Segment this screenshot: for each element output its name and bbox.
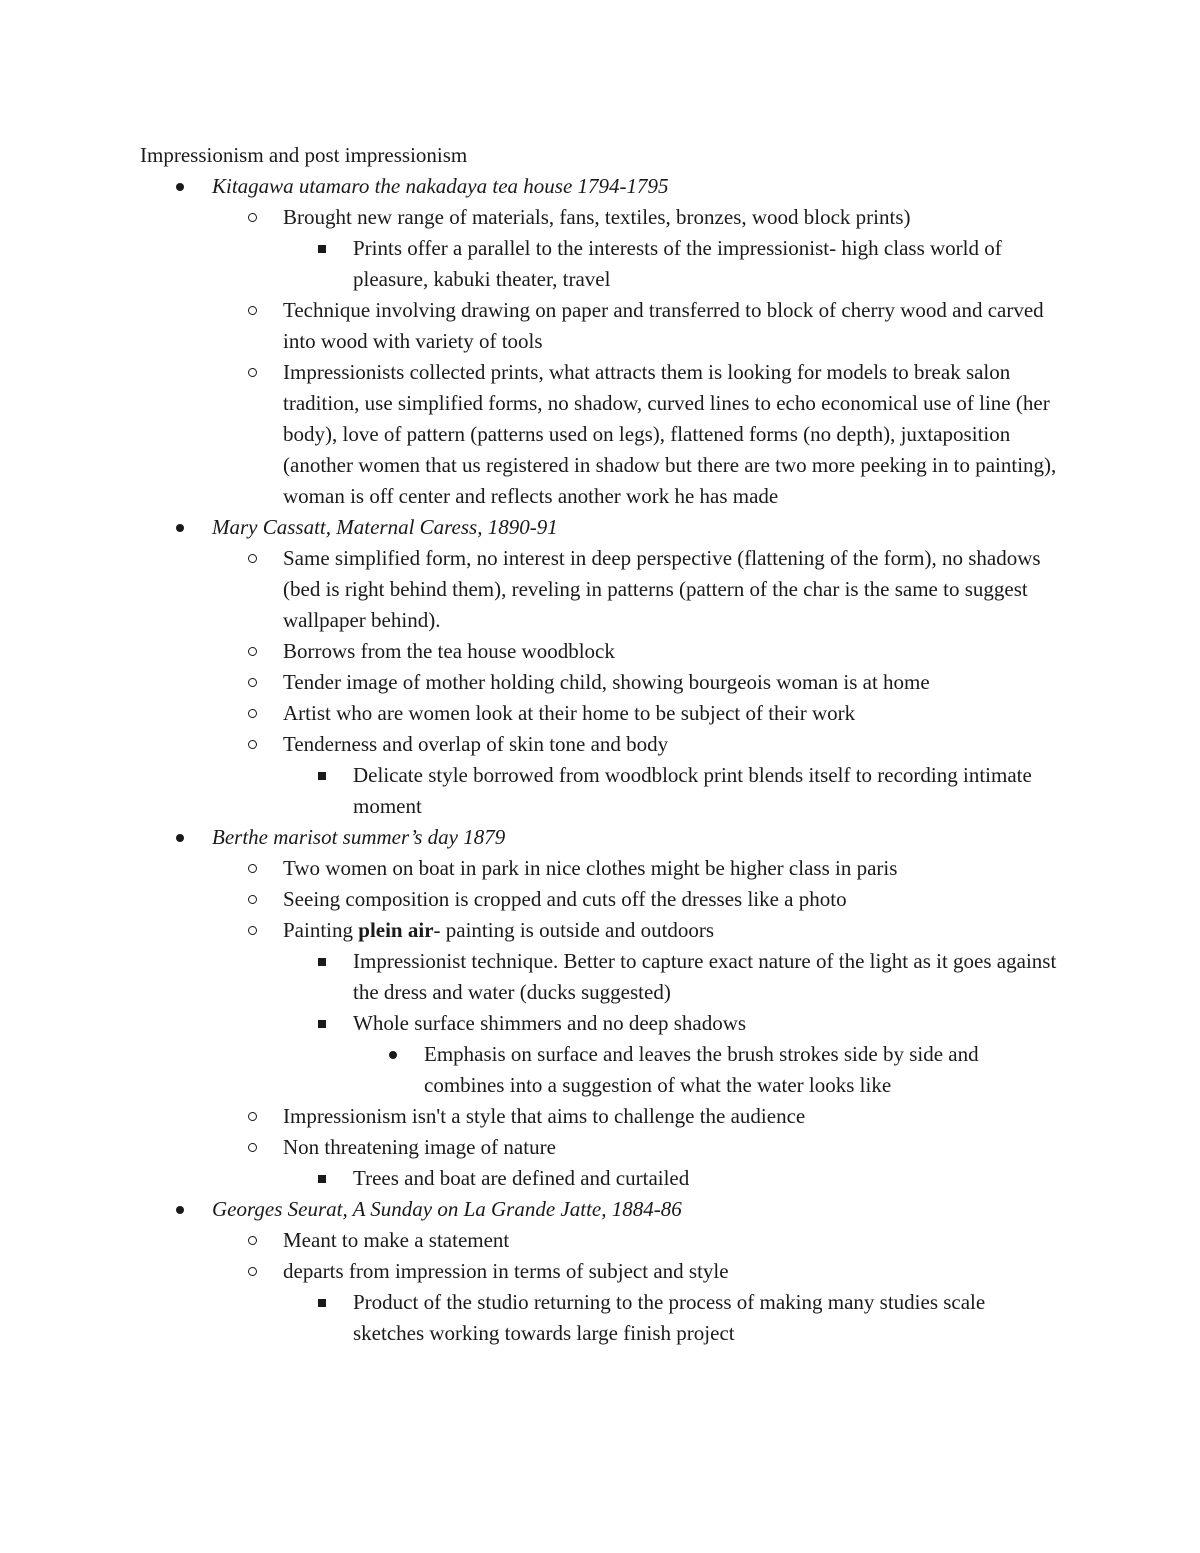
list-item	[140, 1039, 1060, 1101]
note-text: Impressionist technique. Better to capture exact nature of the light as it goes against the dress and water (ducks suggested)	[353, 949, 1057, 1004]
list-item	[140, 1163, 1060, 1194]
section-heading-cassatt: Mary Cassatt, Maternal Caress, 1890-91	[212, 515, 558, 539]
circle-bullet-icon	[242, 295, 262, 326]
list-item	[140, 760, 1060, 822]
circle-bullet-icon	[242, 1225, 262, 1256]
circle-bullet-icon	[242, 202, 262, 233]
note-text: Whole surface shimmers and no deep shadows	[353, 1011, 747, 1035]
note-text: Borrows from the tea house woodblock	[283, 639, 615, 663]
note-text-suffix: - painting is outside and outdoors	[433, 918, 715, 942]
list-item	[140, 1194, 1060, 1225]
circle-bullet-icon	[242, 357, 262, 388]
page-title: Impressionism and post impressionism	[140, 143, 468, 167]
circle-bullet-icon	[242, 1101, 262, 1132]
note-text-plein-air	[283, 915, 1060, 946]
circle-bullet-icon	[242, 853, 262, 884]
circle-bullet-icon	[242, 636, 262, 667]
disc-bullet-icon	[170, 171, 190, 202]
circle-bullet-icon	[242, 1256, 262, 1287]
list-item	[140, 822, 1060, 853]
square-bullet-icon	[312, 1163, 332, 1194]
disc-bullet-icon	[170, 1194, 190, 1225]
note-text: Same simplified form, no interest in deep perspective (flattening of the form), no shadows (bed is right behind them), reveling in patterns (pattern of the char is the same to suggest wallpaper behind).	[283, 546, 1041, 632]
list-item	[140, 543, 1060, 636]
list-item	[140, 853, 1060, 884]
list-item	[140, 1225, 1060, 1256]
note-text: departs from impression in terms of subject and style	[283, 1259, 729, 1283]
note-text: Product of the studio returning to the process of making many studies scale sketches working towards large finish project	[353, 1290, 986, 1345]
square-bullet-icon	[312, 946, 332, 977]
section-heading-seurat: Georges Seurat, A Sunday on La Grande Jatte, 1884-86	[212, 1197, 682, 1221]
list-item	[140, 946, 1060, 1008]
circle-bullet-icon	[242, 884, 262, 915]
list-item	[140, 915, 1060, 946]
note-text: Prints offer a parallel to the interests of the impressionist- high class world of pleasure, kabuki theater, travel	[353, 236, 1002, 291]
note-text: Tenderness and overlap of skin tone and body	[283, 732, 669, 756]
note-text: Delicate style borrowed from woodblock print blends itself to recording intimate moment	[353, 763, 1032, 818]
square-bullet-icon	[312, 1287, 332, 1318]
list-item	[140, 1256, 1060, 1287]
list-item	[140, 729, 1060, 760]
list-item	[140, 1101, 1060, 1132]
list-item	[140, 357, 1060, 512]
list-item	[140, 884, 1060, 915]
list-item	[140, 295, 1060, 357]
note-text: Impressionism isn't a style that aims to challenge the audience	[283, 1104, 806, 1128]
circle-bullet-icon	[242, 543, 262, 574]
bold-term: plein air	[358, 918, 434, 942]
square-bullet-icon	[312, 760, 332, 791]
list-item	[140, 636, 1060, 667]
disc-bullet-icon	[170, 822, 190, 853]
notes-list	[140, 171, 1060, 1349]
circle-bullet-icon	[242, 1132, 262, 1163]
list-item	[140, 233, 1060, 295]
note-text: Technique involving drawing on paper and transferred to block of cherry wood and carved into wood with variety of tools	[283, 298, 1044, 353]
circle-bullet-icon	[242, 667, 262, 698]
section-heading-utamaro: Kitagawa utamaro the nakadaya tea house 1794-1795	[212, 174, 669, 198]
list-item	[140, 171, 1060, 202]
note-text: Brought new range of materials, fans, textiles, bronzes, wood block prints)	[283, 205, 911, 229]
note-text: Seeing composition is cropped and cuts off the dresses like a photo	[283, 887, 847, 911]
circle-bullet-icon	[242, 915, 262, 946]
note-text: Artist who are women look at their home to be subject of their work	[283, 701, 856, 725]
note-text: Tender image of mother holding child, showing bourgeois woman is at home	[283, 670, 930, 694]
disc-bullet-icon	[383, 1039, 403, 1070]
note-text: Meant to make a statement	[283, 1228, 510, 1252]
note-text: Impressionists collected prints, what attracts them is looking for models to break salon tradition, use simplified forms, no shadow, curved lines to echo economical use of line (her body), love of pattern (patterns used on legs), flattened forms (no depth), juxtaposition (another women that us registered in shadow but there are two more peeking in to painting), woman is off center and reflects another work he has made	[283, 360, 1057, 508]
square-bullet-icon	[312, 1008, 332, 1039]
note-text-prefix: Painting	[283, 918, 359, 942]
list-item	[140, 1287, 1060, 1349]
disc-bullet-icon	[170, 512, 190, 543]
list-item	[140, 698, 1060, 729]
note-text: Emphasis on surface and leaves the brush strokes side by side and combines into a suggestion of what the water looks like	[424, 1042, 979, 1097]
list-item	[140, 202, 1060, 233]
section-heading-morisot: Berthe marisot summer’s day 1879	[212, 825, 506, 849]
list-item	[140, 667, 1060, 698]
list-item	[140, 1132, 1060, 1163]
note-text: Trees and boat are defined and curtailed	[353, 1166, 690, 1190]
list-item	[140, 1008, 1060, 1039]
note-text: Non threatening image of nature	[283, 1135, 556, 1159]
note-text: Two women on boat in park in nice clothes might be higher class in paris	[283, 856, 898, 880]
list-item	[140, 512, 1060, 543]
circle-bullet-icon	[242, 729, 262, 760]
square-bullet-icon	[312, 233, 332, 264]
circle-bullet-icon	[242, 698, 262, 729]
